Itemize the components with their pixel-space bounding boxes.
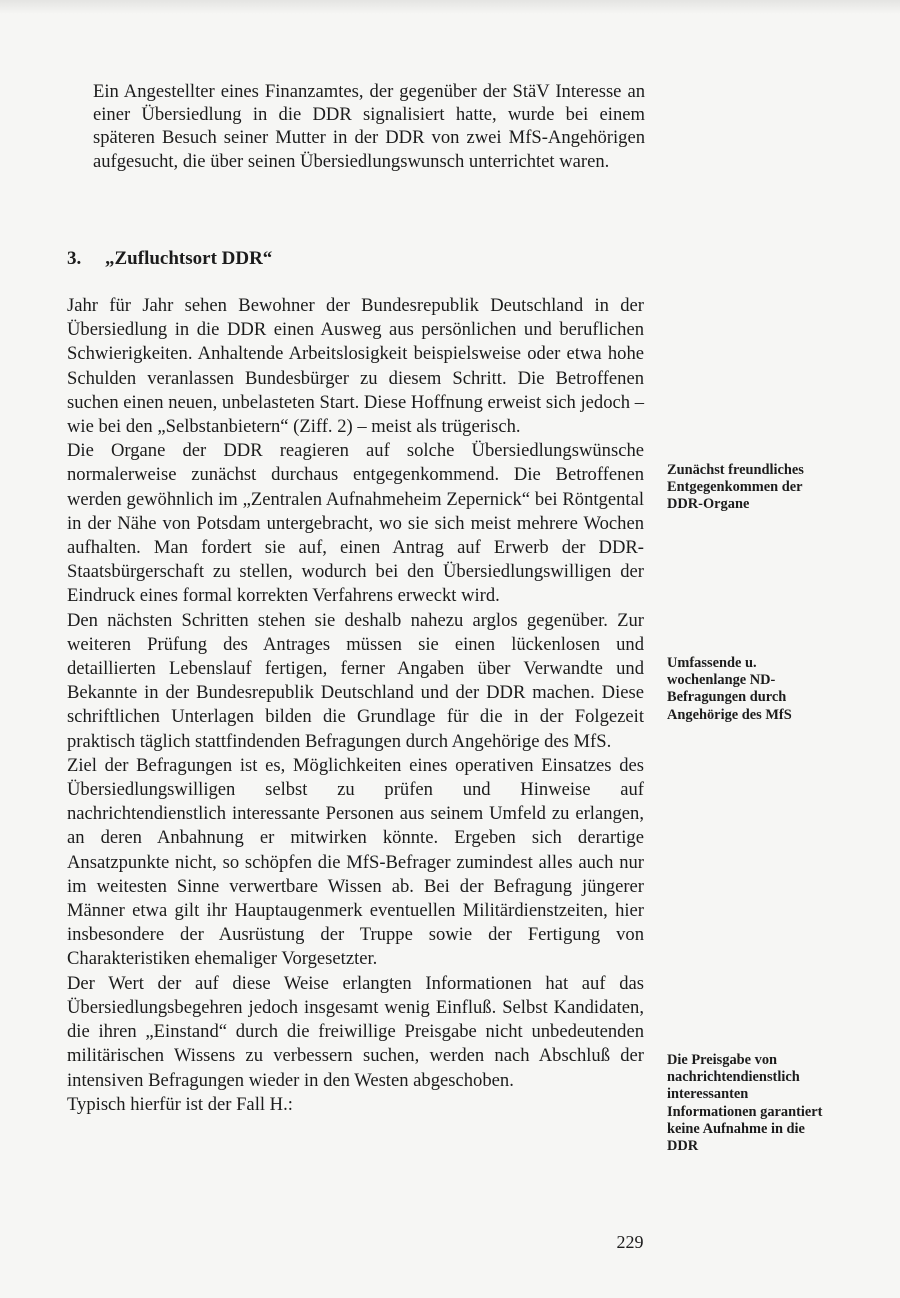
section-title: „Zufluchtsort DDR“ — [105, 248, 273, 269]
section-paragraph: Der Wert der auf diese Weise erlangten Informationen hat auf das Übersiedlungsbegehren jedoch insgesamt wenig Einfluß. Selbst Kandidaten, die ihren „Einstand“ durch die freiwillige Preisgabe nicht unbedeutenden militärischen Wissens zu verbessern suchen, werden nach Abschluß der intensiven Befragungen wieder in den Westen abgeschoben. — [67, 972, 644, 1091]
section-paragraph: Typisch hierfür ist der Fall H.: — [67, 1093, 293, 1115]
section-paragraph: Ziel der Befragungen ist es, Möglichkeiten eines operativen Einsatzes des Übersiedlungswilligen selbst zu prüfen und Hinweise auf nachrichtendienstlich interessante Personen aus seinem Umfeld zu erlangen, an deren Anbahnung er mitwirken könnte. Ergeben sich derartige Ansatzpunkte nicht, so schöpfen die MfS-Befrager zumindest alles auch nur im weitesten Sinne verwertbare Wissen ab. Bei der Befragung jüngerer Männer etwa gilt ihr Hauptaugenmerk eventuellen Militärdienstzeiten, hier insbesondere der Ausrüstung der Truppe sowie der Fertigung von Charakteristiken ehemaliger Vorgesetzter. — [67, 754, 644, 970]
section-body — [67, 294, 644, 1117]
intro-text: Ein Angestellter eines Finanzamtes, der gegenüber der StäV Interesse an einer Übersiedlung in die DDR signalisiert hatte, wurde bei einem späteren Besuch seiner Mutter in der DDR von zwei MfS-Angehörigen aufgesucht, die über seinen Übersiedlungswunsch unterrichtet waren. — [93, 81, 645, 172]
scan-edge — [0, 0, 900, 14]
margin-note: Zunächst freundliches Entgegenkommen der DDR-Organe — [667, 462, 804, 513]
page-number: 229 — [616, 1232, 644, 1252]
section-paragraph: Den nächsten Schritten stehen sie deshalb nahezu arglos gegenüber. Zur weiteren Prüfung des Antrages müssen sie einen lückenlosen und detaillierten Lebenslauf fertigen, ferner Angaben über Verwandte und Bekannte in der Bundesrepublik Deutschland und der DDR machen. Diese schriftlichen Unterlagen bilden die Grundlage für die in der Folgezeit praktisch täglich stattfindenden Befragungen durch Angehörige des MfS. — [67, 609, 644, 752]
intro-paragraph — [93, 80, 645, 173]
section-paragraph: Die Organe der DDR reagieren auf solche Übersiedlungswünsche normalerweise zunächst durchaus entgegenkommend. Die Betroffenen werden gewöhnlich im „Zentralen Aufnahmeheim Zepernick“ bei Röntgental in der Nähe von Potsdam untergebracht, wo sie sich meist mehrere Wochen aufhalten. Man fordert sie auf, einen Antrag auf Erwerb der DDR-Staatsbürgerschaft zu stellen, wodurch bei den Übersiedlungswilligen der Eindruck eines formal korrekten Verfahrens erweckt wird. — [67, 440, 644, 607]
section-paragraph: Jahr für Jahr sehen Bewohner der Bundesrepublik Deutschland in der Übersiedlung in die DDR einen Ausweg aus persönlichen und beruflichen Schwierigkeiten. Anhaltende Arbeitslosigkeit beispielsweise oder etwa hohe Schulden veranlassen Bundesbürger zu diesem Schritt. Die Betroffenen suchen einen neuen, unbelasteten Start. Diese Hoffnung erweist sich jedoch – wie bei den „Selbstanbietern“ (Ziff. 2) – meist als trügerisch. — [67, 295, 644, 438]
margin-note: Die Preisgabe von nachrichtendienstlich interessanten Informationen garantiert keine Aufnahme in die DDR — [667, 1052, 823, 1155]
section-number: 3. — [67, 248, 82, 269]
section-heading — [67, 248, 272, 270]
margin-note: Umfassende u. wochenlange ND-Befragungen durch Angehörige des MfS — [667, 655, 792, 723]
